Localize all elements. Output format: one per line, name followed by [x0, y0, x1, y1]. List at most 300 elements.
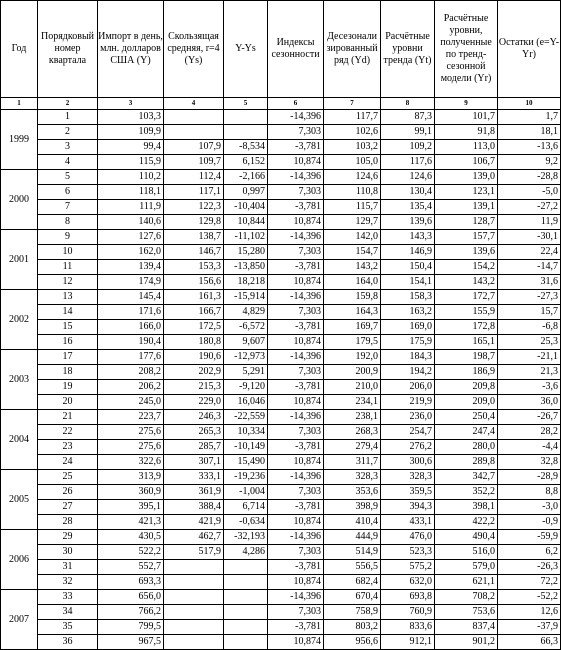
import-cell: 206,2 [98, 380, 164, 395]
residual-cell: -26,3 [498, 560, 561, 575]
table-row [1, 125, 561, 140]
model-level-cell: 901,2 [435, 635, 498, 650]
y-minus-ys-cell [224, 590, 268, 605]
import-cell: 552,7 [98, 560, 164, 575]
moving-average-cell: 202,9 [164, 365, 224, 380]
year-cell: 2006 [1, 530, 38, 590]
moving-average-cell: 246,3 [164, 410, 224, 425]
column-number: 9 [435, 98, 498, 110]
trend-level-cell: 117,6 [381, 155, 435, 170]
seasonality-index-cell: 7,303 [268, 245, 324, 260]
moving-average-cell: 112,4 [164, 170, 224, 185]
residual-cell: 8,8 [498, 485, 561, 500]
moving-average-cell: 333,1 [164, 470, 224, 485]
import-cell: 766,2 [98, 605, 164, 620]
model-level-cell: 516,0 [435, 545, 498, 560]
y-minus-ys-cell [224, 125, 268, 140]
trend-level-cell: 99,1 [381, 125, 435, 140]
table-row [1, 290, 561, 305]
import-cell: 322,6 [98, 455, 164, 470]
trend-level-cell: 146,9 [381, 245, 435, 260]
deseasonalized-cell: 164,0 [324, 275, 381, 290]
seasonality-index-cell: -3,781 [268, 200, 324, 215]
trend-level-cell: 163,2 [381, 305, 435, 320]
moving-average-cell: 109,7 [164, 155, 224, 170]
deseasonalized-cell: 164,3 [324, 305, 381, 320]
table-row [1, 635, 561, 650]
moving-average-cell: 122,3 [164, 200, 224, 215]
moving-average-cell: 307,1 [164, 455, 224, 470]
trend-level-cell: 276,2 [381, 440, 435, 455]
import-cell: 245,0 [98, 395, 164, 410]
trend-level-cell: 219,9 [381, 395, 435, 410]
residual-cell: 66,3 [498, 635, 561, 650]
deseasonalized-cell: 556,5 [324, 560, 381, 575]
model-level-cell: 91,8 [435, 125, 498, 140]
residual-cell: -52,2 [498, 590, 561, 605]
seasonality-index-cell: 7,303 [268, 185, 324, 200]
seasonality-index-cell: 10,874 [268, 575, 324, 590]
model-level-cell: 250,4 [435, 410, 498, 425]
model-level-cell: 209,0 [435, 395, 498, 410]
quarter-number-cell: 14 [38, 305, 98, 320]
quarter-number-cell: 29 [38, 530, 98, 545]
moving-average-cell: 153,3 [164, 260, 224, 275]
trend-level-cell: 175,9 [381, 335, 435, 350]
import-cell: 275,6 [98, 440, 164, 455]
column-number: 1 [1, 98, 38, 110]
import-cell: 103,3 [98, 110, 164, 125]
moving-average-cell: 388,4 [164, 500, 224, 515]
residual-cell: 36,0 [498, 395, 561, 410]
residual-cell: -28,9 [498, 470, 561, 485]
residual-cell: 31,6 [498, 275, 561, 290]
seasonality-index-cell: -3,781 [268, 560, 324, 575]
residual-cell: -21,1 [498, 350, 561, 365]
model-level-cell: 289,8 [435, 455, 498, 470]
header-seasonality-index: Индексы сезонности [268, 1, 324, 98]
quarter-number-cell: 35 [38, 620, 98, 635]
table-row [1, 140, 561, 155]
deseasonalized-cell: 803,2 [324, 620, 381, 635]
table-row [1, 560, 561, 575]
model-level-cell: 123,1 [435, 185, 498, 200]
deseasonalized-cell: 110,8 [324, 185, 381, 200]
moving-average-cell: 361,9 [164, 485, 224, 500]
moving-average-cell: 462,7 [164, 530, 224, 545]
residual-cell: -28,8 [498, 170, 561, 185]
import-cell: 693,3 [98, 575, 164, 590]
column-number: 5 [224, 98, 268, 110]
trend-level-cell: 300,6 [381, 455, 435, 470]
quarter-number-cell: 1 [38, 110, 98, 125]
table-row [1, 545, 561, 560]
trend-level-cell: 236,0 [381, 410, 435, 425]
y-minus-ys-cell: 15,490 [224, 455, 268, 470]
import-cell: 139,4 [98, 260, 164, 275]
quarter-number-cell: 26 [38, 485, 98, 500]
residual-cell: -3,6 [498, 380, 561, 395]
trend-level-cell: 359,5 [381, 485, 435, 500]
quarter-number-cell: 11 [38, 260, 98, 275]
import-cell: 223,7 [98, 410, 164, 425]
y-minus-ys-cell: -12,973 [224, 350, 268, 365]
import-cell: 166,0 [98, 320, 164, 335]
import-cell: 174,9 [98, 275, 164, 290]
year-cell: 2004 [1, 410, 38, 470]
residual-cell: -14,7 [498, 260, 561, 275]
header-model-levels: Расчётные уровни, полученные по тренд-сезонной модели (Yr) [435, 1, 498, 98]
quarter-number-cell: 21 [38, 410, 98, 425]
y-minus-ys-cell: -2,166 [224, 170, 268, 185]
import-cell: 127,6 [98, 230, 164, 245]
y-minus-ys-cell: 4,286 [224, 545, 268, 560]
quarter-number-cell: 3 [38, 140, 98, 155]
table-row [1, 485, 561, 500]
header-import: Импорт в день, млн. долларов США (Y) [98, 1, 164, 98]
year-cell: 2005 [1, 470, 38, 530]
seasonality-index-cell: 7,303 [268, 365, 324, 380]
y-minus-ys-cell: 6,152 [224, 155, 268, 170]
model-level-cell: 154,2 [435, 260, 498, 275]
moving-average-cell: 229,0 [164, 395, 224, 410]
model-level-cell: 708,2 [435, 590, 498, 605]
table-row [1, 605, 561, 620]
table-row [1, 185, 561, 200]
model-level-cell: 280,0 [435, 440, 498, 455]
deseasonalized-cell: 143,2 [324, 260, 381, 275]
header-moving-average: Скользящая средняя, r=4 (Ys) [164, 1, 224, 98]
trend-level-cell: 124,6 [381, 170, 435, 185]
residual-cell: -13,6 [498, 140, 561, 155]
import-cell: 208,2 [98, 365, 164, 380]
table-row [1, 380, 561, 395]
deseasonalized-cell: 444,9 [324, 530, 381, 545]
quarter-number-cell: 7 [38, 200, 98, 215]
deseasonalized-cell: 758,9 [324, 605, 381, 620]
header-y-minus-ys: Y-Ys [224, 1, 268, 98]
deseasonalized-cell: 279,4 [324, 440, 381, 455]
quarter-number-cell: 5 [38, 170, 98, 185]
residual-cell: 11,9 [498, 215, 561, 230]
trend-level-cell: 394,3 [381, 500, 435, 515]
import-cell: 395,1 [98, 500, 164, 515]
table-row [1, 365, 561, 380]
seasonality-index-cell: 10,874 [268, 155, 324, 170]
moving-average-cell: 265,3 [164, 425, 224, 440]
table-row [1, 575, 561, 590]
y-minus-ys-cell: 0,997 [224, 185, 268, 200]
y-minus-ys-cell: 4,829 [224, 305, 268, 320]
year-cell: 2003 [1, 350, 38, 410]
seasonality-index-cell: 10,874 [268, 335, 324, 350]
deseasonalized-cell: 105,0 [324, 155, 381, 170]
trend-level-cell: 328,3 [381, 470, 435, 485]
trend-level-cell: 130,4 [381, 185, 435, 200]
residual-cell: -6,8 [498, 320, 561, 335]
y-minus-ys-cell: -22,559 [224, 410, 268, 425]
y-minus-ys-cell: -6,572 [224, 320, 268, 335]
residual-cell: 28,2 [498, 425, 561, 440]
trend-level-cell: 833,6 [381, 620, 435, 635]
deseasonalized-cell: 328,3 [324, 470, 381, 485]
seasonality-index-cell: -14,396 [268, 470, 324, 485]
moving-average-cell: 190,6 [164, 350, 224, 365]
y-minus-ys-cell [224, 605, 268, 620]
column-number: 3 [98, 98, 164, 110]
seasonality-index-cell: 7,303 [268, 305, 324, 320]
quarter-number-cell: 8 [38, 215, 98, 230]
column-number: 10 [498, 98, 561, 110]
table-row [1, 410, 561, 425]
residual-cell: -30,1 [498, 230, 561, 245]
residual-cell: 25,3 [498, 335, 561, 350]
deseasonalized-cell: 210,0 [324, 380, 381, 395]
table-row [1, 305, 561, 320]
y-minus-ys-cell: -11,102 [224, 230, 268, 245]
residual-cell: -26,7 [498, 410, 561, 425]
seasonality-index-cell: -3,781 [268, 260, 324, 275]
seasonality-index-cell: 10,874 [268, 215, 324, 230]
quarter-number-cell: 13 [38, 290, 98, 305]
seasonality-index-cell: -3,781 [268, 620, 324, 635]
import-cell: 171,6 [98, 305, 164, 320]
column-number: 4 [164, 98, 224, 110]
table-row [1, 470, 561, 485]
moving-average-cell: 517,9 [164, 545, 224, 560]
model-level-cell: 155,9 [435, 305, 498, 320]
trend-level-cell: 693,8 [381, 590, 435, 605]
import-cell: 111,9 [98, 200, 164, 215]
seasonality-index-cell: -14,396 [268, 230, 324, 245]
import-cell: 656,0 [98, 590, 164, 605]
residual-cell: -27,3 [498, 290, 561, 305]
trend-level-cell: 184,3 [381, 350, 435, 365]
y-minus-ys-cell: 16,046 [224, 395, 268, 410]
model-level-cell: 101,7 [435, 110, 498, 125]
table-row [1, 425, 561, 440]
trend-level-cell: 476,0 [381, 530, 435, 545]
import-cell: 430,5 [98, 530, 164, 545]
moving-average-cell: 146,7 [164, 245, 224, 260]
quarter-number-cell: 25 [38, 470, 98, 485]
quarter-number-cell: 28 [38, 515, 98, 530]
y-minus-ys-cell: -1,004 [224, 485, 268, 500]
y-minus-ys-cell: -32,193 [224, 530, 268, 545]
column-number: 7 [324, 98, 381, 110]
quarter-number-cell: 6 [38, 185, 98, 200]
trend-level-cell: 433,1 [381, 515, 435, 530]
deseasonalized-cell: 102,6 [324, 125, 381, 140]
model-level-cell: 837,4 [435, 620, 498, 635]
model-level-cell: 209,8 [435, 380, 498, 395]
year-cell: 2000 [1, 170, 38, 230]
quarter-number-cell: 9 [38, 230, 98, 245]
seasonality-index-cell: -14,396 [268, 350, 324, 365]
table-row [1, 455, 561, 470]
quarter-number-cell: 33 [38, 590, 98, 605]
import-cell: 360,9 [98, 485, 164, 500]
deseasonalized-cell: 353,6 [324, 485, 381, 500]
seasonality-index-cell: -14,396 [268, 170, 324, 185]
residual-cell: 21,3 [498, 365, 561, 380]
seasonality-index-cell: -14,396 [268, 290, 324, 305]
deseasonalized-cell: 103,2 [324, 140, 381, 155]
trend-level-cell: 87,3 [381, 110, 435, 125]
header-trend-levels: Расчётные уровни тренда (Yt) [381, 1, 435, 98]
model-level-cell: 398,1 [435, 500, 498, 515]
import-cell: 313,9 [98, 470, 164, 485]
y-minus-ys-cell: -13,850 [224, 260, 268, 275]
trend-level-cell: 194,2 [381, 365, 435, 380]
moving-average-cell: 421,9 [164, 515, 224, 530]
y-minus-ys-cell: 6,714 [224, 500, 268, 515]
model-level-cell: 139,6 [435, 245, 498, 260]
model-level-cell: 143,2 [435, 275, 498, 290]
y-minus-ys-cell: -15,914 [224, 290, 268, 305]
trend-level-cell: 154,1 [381, 275, 435, 290]
model-level-cell: 172,8 [435, 320, 498, 335]
moving-average-cell [164, 605, 224, 620]
table-body [1, 110, 561, 650]
moving-average-cell: 172,5 [164, 320, 224, 335]
model-level-cell: 422,2 [435, 515, 498, 530]
import-cell: 118,1 [98, 185, 164, 200]
quarter-number-cell: 17 [38, 350, 98, 365]
deseasonalized-cell: 514,9 [324, 545, 381, 560]
residual-cell: 1,7 [498, 110, 561, 125]
y-minus-ys-cell: 10,844 [224, 215, 268, 230]
trend-level-cell: 135,4 [381, 200, 435, 215]
y-minus-ys-cell: 9,607 [224, 335, 268, 350]
quarter-number-cell: 18 [38, 365, 98, 380]
seasonality-index-cell: 10,874 [268, 635, 324, 650]
table-row [1, 590, 561, 605]
seasonality-index-cell: 10,874 [268, 275, 324, 290]
table-row [1, 335, 561, 350]
table-row [1, 245, 561, 260]
table-row [1, 440, 561, 455]
moving-average-cell: 107,9 [164, 140, 224, 155]
deseasonalized-cell: 311,7 [324, 455, 381, 470]
table-row [1, 260, 561, 275]
quarter-number-cell: 20 [38, 395, 98, 410]
y-minus-ys-cell: -10,404 [224, 200, 268, 215]
quarter-number-cell: 34 [38, 605, 98, 620]
model-level-cell: 490,4 [435, 530, 498, 545]
y-minus-ys-cell: -8,534 [224, 140, 268, 155]
header-quarter-number: Порядковый номер квартала [38, 1, 98, 98]
column-number: 6 [268, 98, 324, 110]
header-row [1, 1, 561, 98]
model-level-cell: 186,9 [435, 365, 498, 380]
y-minus-ys-cell [224, 560, 268, 575]
import-cell: 145,4 [98, 290, 164, 305]
column-number-row [1, 98, 561, 110]
import-cell: 421,3 [98, 515, 164, 530]
table-row [1, 500, 561, 515]
column-number: 2 [38, 98, 98, 110]
model-level-cell: 165,1 [435, 335, 498, 350]
deseasonalized-cell: 192,0 [324, 350, 381, 365]
year-cell: 2007 [1, 590, 38, 650]
deseasonalized-cell: 117,7 [324, 110, 381, 125]
y-minus-ys-cell: -0,634 [224, 515, 268, 530]
trend-level-cell: 575,2 [381, 560, 435, 575]
residual-cell: 12,6 [498, 605, 561, 620]
table-row [1, 155, 561, 170]
quarter-number-cell: 32 [38, 575, 98, 590]
year-cell: 2002 [1, 290, 38, 350]
moving-average-cell [164, 590, 224, 605]
trend-level-cell: 143,3 [381, 230, 435, 245]
residual-cell: 9,2 [498, 155, 561, 170]
moving-average-cell [164, 110, 224, 125]
model-level-cell: 579,0 [435, 560, 498, 575]
residual-cell: -4,4 [498, 440, 561, 455]
moving-average-cell: 215,3 [164, 380, 224, 395]
quarter-number-cell: 31 [38, 560, 98, 575]
import-cell: 275,6 [98, 425, 164, 440]
residual-cell: 18,1 [498, 125, 561, 140]
seasonality-index-cell: -3,781 [268, 380, 324, 395]
residual-cell: -37,9 [498, 620, 561, 635]
table-row [1, 275, 561, 290]
deseasonalized-cell: 234,1 [324, 395, 381, 410]
import-cell: 99,4 [98, 140, 164, 155]
quarter-number-cell: 4 [38, 155, 98, 170]
moving-average-cell: 138,7 [164, 230, 224, 245]
residual-cell: -59,9 [498, 530, 561, 545]
y-minus-ys-cell: 5,291 [224, 365, 268, 380]
quarter-number-cell: 22 [38, 425, 98, 440]
y-minus-ys-cell: -19,236 [224, 470, 268, 485]
trend-level-cell: 139,6 [381, 215, 435, 230]
residual-cell: 15,7 [498, 305, 561, 320]
moving-average-cell: 285,7 [164, 440, 224, 455]
residual-cell: 72,2 [498, 575, 561, 590]
seasonality-index-cell: -14,396 [268, 530, 324, 545]
table-row [1, 170, 561, 185]
deseasonalized-cell: 682,4 [324, 575, 381, 590]
seasonality-index-cell: -14,396 [268, 590, 324, 605]
deseasonalized-cell: 159,8 [324, 290, 381, 305]
quarter-number-cell: 12 [38, 275, 98, 290]
quarter-number-cell: 15 [38, 320, 98, 335]
quarter-number-cell: 19 [38, 380, 98, 395]
model-level-cell: 157,7 [435, 230, 498, 245]
seasonality-index-cell: 7,303 [268, 545, 324, 560]
seasonality-index-cell: -3,781 [268, 500, 324, 515]
moving-average-cell [164, 575, 224, 590]
model-level-cell: 753,6 [435, 605, 498, 620]
header-residuals: Остатки (e=Y-Yr) [498, 1, 561, 98]
quarter-number-cell: 24 [38, 455, 98, 470]
deseasonalized-cell: 169,7 [324, 320, 381, 335]
deseasonalized-cell: 398,9 [324, 500, 381, 515]
seasonality-index-cell: 10,874 [268, 455, 324, 470]
import-cell: 110,2 [98, 170, 164, 185]
y-minus-ys-cell: 15,280 [224, 245, 268, 260]
seasonality-index-cell: -3,781 [268, 320, 324, 335]
year-cell: 2001 [1, 230, 38, 290]
table-row [1, 395, 561, 410]
quarter-number-cell: 2 [38, 125, 98, 140]
deseasonalized-cell: 142,0 [324, 230, 381, 245]
trend-level-cell: 109,2 [381, 140, 435, 155]
seasonality-index-cell: -14,396 [268, 110, 324, 125]
quarter-number-cell: 30 [38, 545, 98, 560]
